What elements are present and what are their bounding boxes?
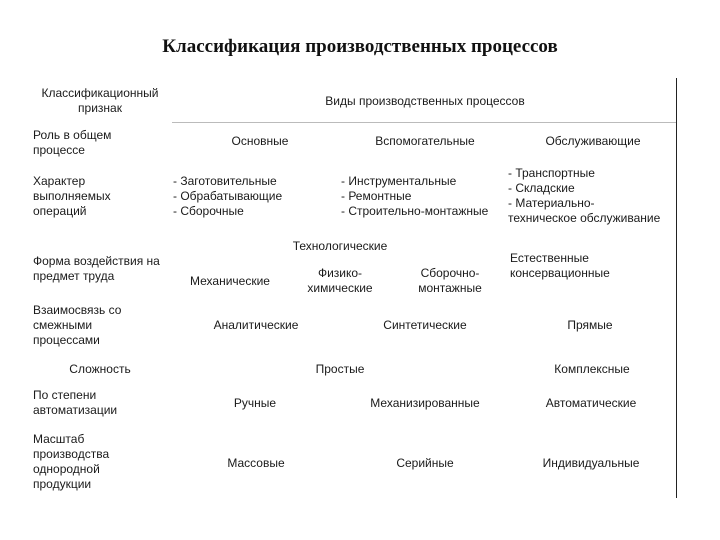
complexity-simple: Простые [315, 362, 365, 376]
relation-synthetic: Синтетические [383, 318, 467, 332]
table-right-border [676, 78, 677, 498]
criterion-line: Форма воздействия на [33, 254, 160, 268]
list-item: - Складские [508, 181, 575, 195]
list-item: - Строительно-монтажные [341, 204, 489, 218]
complexity-complex: Комплексные [554, 362, 630, 376]
character-list-2 [341, 174, 488, 219]
impact-physchem [290, 266, 390, 296]
header-criterion-line: Классификационный [41, 86, 159, 100]
relation-analytic: Аналитические [213, 318, 299, 332]
criterion-scale [33, 432, 109, 492]
impact-line: Физико- [317, 266, 363, 280]
role-main: Основные [231, 134, 289, 148]
criterion-line: Масштаб [33, 432, 85, 446]
criterion-line: однородной [33, 462, 100, 476]
criterion-line: выполняемых [33, 189, 111, 203]
impact-line: Естественные [510, 251, 589, 265]
impact-line: консервационные [510, 266, 610, 280]
list-item: - Сборочные [173, 204, 244, 218]
scale-serial: Серийные [396, 456, 454, 470]
impact-technological: Технологические [292, 239, 388, 253]
criterion-character [33, 174, 111, 219]
criterion-line: Характер [33, 174, 86, 188]
criterion-line: смежными [33, 318, 93, 332]
relation-direct: Прямые [567, 318, 613, 332]
list-item: техническое обслуживание [508, 211, 661, 225]
list-item: - Транспортные [508, 166, 595, 180]
criterion-line: процессами [33, 333, 100, 347]
impact-line: химические [307, 281, 373, 295]
page-title: Классификация производственных процессов [162, 36, 558, 57]
header-criterion-line: признак [78, 101, 122, 115]
impact-line: Сборочно- [420, 266, 480, 280]
criterion-complexity: Сложность [69, 362, 131, 376]
criterion-impact [33, 254, 160, 284]
header-divider [172, 122, 676, 123]
automation-manual: Ручные [233, 396, 277, 410]
list-item: - Обрабатывающие [173, 189, 283, 203]
character-list-1 [173, 174, 282, 219]
criterion-role [33, 128, 111, 158]
criterion-line: операций [33, 204, 87, 218]
impact-natural [510, 251, 610, 281]
criterion-line: По степени [33, 388, 97, 402]
automation-mechanized: Механизированные [370, 396, 480, 410]
impact-mechanical: Механические [190, 274, 270, 288]
criterion-relation [33, 303, 121, 348]
list-item: - Материально- [508, 196, 595, 210]
criterion-line: Взаимосвязь со [33, 303, 122, 317]
header-types: Виды производственных процессов [325, 94, 525, 108]
list-item: - Ремонтные [341, 189, 412, 203]
impact-assembly [400, 266, 500, 296]
scale-mass: Массовые [227, 456, 285, 470]
header-criterion [30, 86, 170, 116]
automation-automatic: Автоматические [545, 396, 637, 410]
criterion-automation [33, 388, 117, 418]
list-item: - Инструментальные [341, 174, 457, 188]
criterion-line: продукции [33, 477, 92, 491]
list-item: - Заготовительные [173, 174, 277, 188]
scale-individual: Индивидуальные [542, 456, 640, 470]
impact-line: монтажные [418, 281, 482, 295]
role-auxiliary: Вспомогательные [375, 134, 475, 148]
criterion-line: производства [33, 447, 110, 461]
role-service: Обслуживающие [545, 134, 641, 148]
criterion-line: автоматизации [33, 403, 118, 417]
criterion-line: предмет труда [33, 269, 115, 283]
criterion-line: Роль в общем [33, 128, 112, 142]
criterion-line: процессе [33, 143, 85, 157]
character-list-3 [508, 166, 660, 226]
